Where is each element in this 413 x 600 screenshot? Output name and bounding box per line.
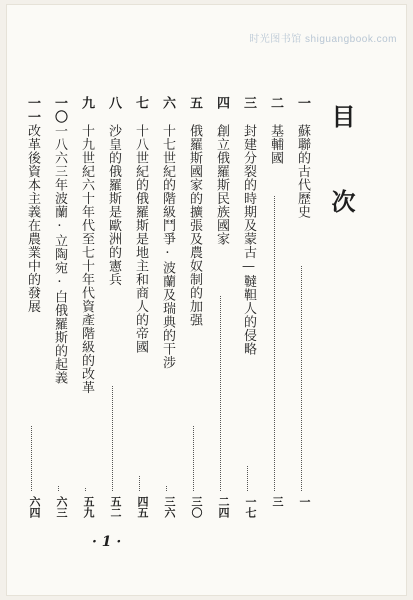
page-number: 三六	[163, 496, 176, 518]
toc-entry	[22, 96, 42, 516]
dot-leader	[274, 196, 275, 491]
page-number: 四五	[136, 496, 149, 518]
toc-entry	[157, 96, 177, 516]
dot-leader	[301, 266, 302, 491]
chapter-number: 五	[187, 96, 202, 110]
chapter-title: 俄羅斯國家的擴張及農奴制的加强	[187, 124, 202, 327]
dot-leader	[220, 296, 221, 491]
chapter-title: 沙皇的俄羅斯是歐洲的憲兵	[106, 124, 121, 286]
dot-leader	[193, 426, 194, 491]
toc-entry	[292, 96, 312, 516]
page-number: 六三	[55, 496, 68, 518]
page-number: 六四	[28, 496, 41, 518]
page-number: 三	[271, 496, 284, 507]
chapter-title: 十七世紀的階級鬥爭·波蘭及瑞典的干涉	[160, 124, 175, 369]
dot-leader	[139, 476, 140, 491]
book-page	[6, 4, 407, 596]
dot-leader	[58, 486, 59, 491]
toc-entry	[49, 96, 69, 516]
chapter-number: 八	[106, 96, 121, 110]
chapter-number: 四	[214, 96, 229, 110]
chapter-number: 一一	[25, 96, 40, 124]
chapter-title: 十八世紀的俄羅斯是地主和商人的帝國	[133, 124, 148, 354]
toc-entry	[265, 96, 285, 516]
page-number: 二四	[217, 496, 230, 518]
chapter-number: 二	[268, 96, 283, 110]
chapter-title: 十九世紀六十年代至七十年代資產階級的改革	[79, 124, 94, 394]
chapter-title: 一八六三年波蘭·立陶宛·白俄羅斯的起義	[52, 124, 67, 385]
toc-entry	[76, 96, 96, 516]
watermark: 时光图书馆 shiguangbook.com	[249, 34, 397, 45]
page-number: 五二	[109, 496, 122, 518]
page-number: 三〇	[190, 496, 203, 518]
dot-leader	[166, 486, 167, 491]
chapter-title: 改革後資本主義在農業中的發展	[25, 124, 40, 313]
dot-leader	[31, 426, 32, 491]
dot-leader	[247, 466, 248, 491]
chapter-number: 七	[133, 96, 148, 110]
chapter-number: 九	[79, 96, 94, 110]
page-folio: · 1 ·	[92, 534, 122, 550]
chapter-number: 一〇	[52, 96, 67, 124]
chapter-number: 一	[295, 96, 310, 110]
dot-leader	[112, 386, 113, 491]
toc-entry	[130, 96, 150, 516]
chapter-number: 六	[160, 96, 175, 110]
dot-leader	[85, 488, 86, 491]
chapter-title: 創立俄羅斯民族國家	[214, 124, 229, 246]
toc-entry	[103, 96, 123, 516]
page-number: 五九	[82, 496, 95, 518]
toc-entry	[184, 96, 204, 516]
page-number: 一七	[244, 496, 257, 518]
page-number: 一	[298, 496, 311, 507]
chapter-title: 蘇聯的古代歷史	[295, 124, 310, 219]
chapter-title: 基輔國	[268, 124, 283, 165]
toc-entry	[238, 96, 258, 516]
chapter-number: 三	[241, 96, 256, 110]
chapter-title: 封建分裂的時期及蒙古—韃靼人的侵略	[241, 124, 256, 356]
toc-entry	[211, 96, 231, 516]
page-title: 目 次	[327, 104, 356, 229]
